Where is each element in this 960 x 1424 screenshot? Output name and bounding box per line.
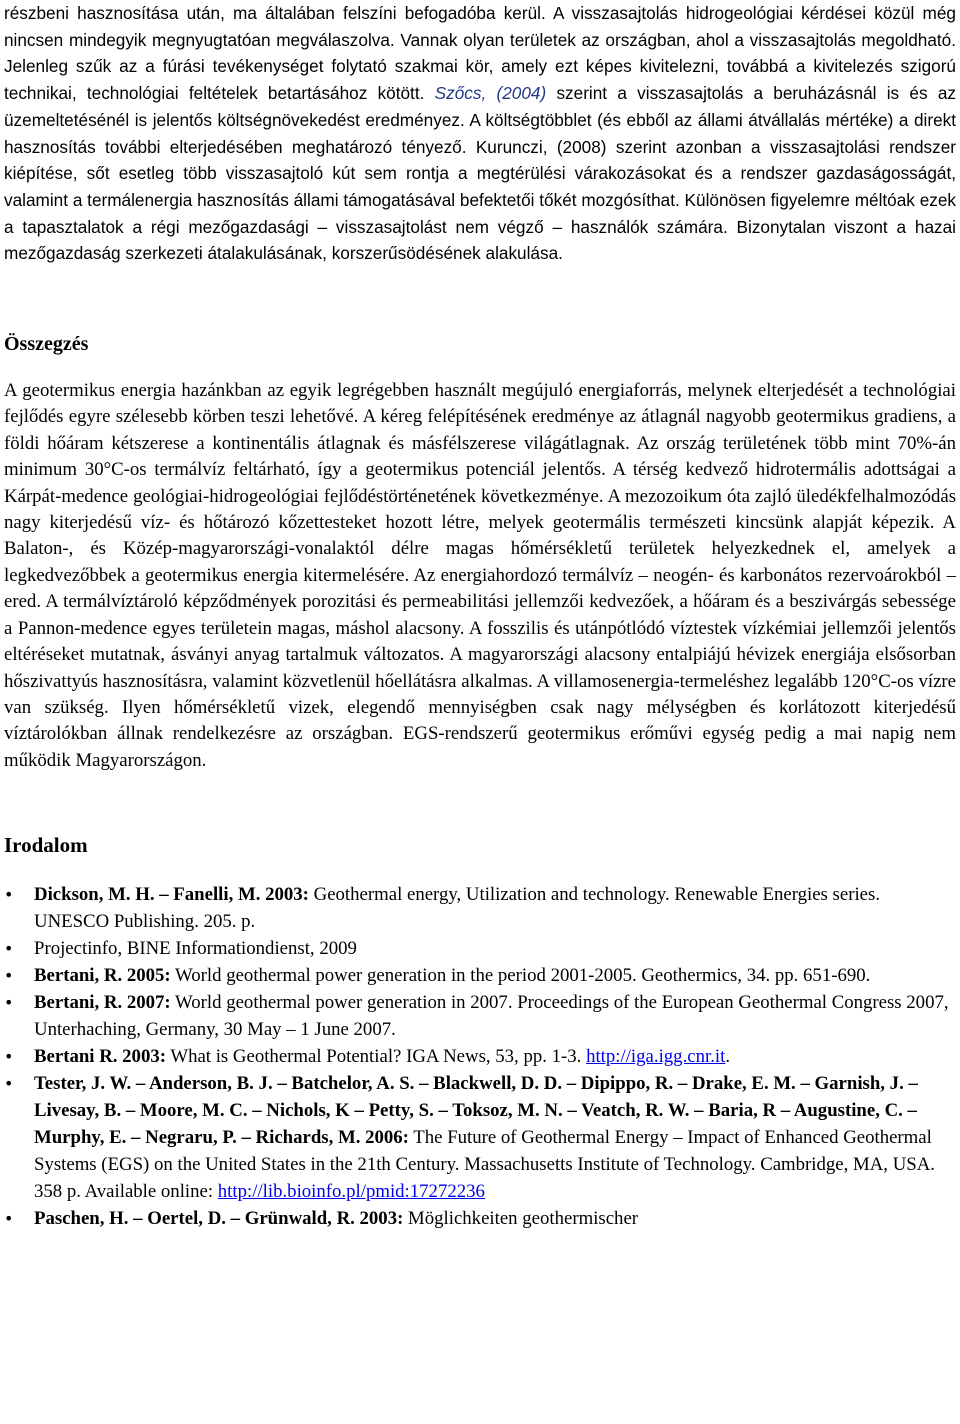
reference-authors: Paschen, H. – Oertel, D. – Grünwald, R. 2003:: [34, 1208, 404, 1230]
reference-item: [4, 962, 956, 989]
reference-item: [4, 989, 956, 1043]
reference-text: What is Geothermal Potential? IGA News, 53, pp. 1-3.: [165, 1046, 587, 1068]
reference-authors: Bertani R. 2003:: [34, 1046, 166, 1068]
intro-sentences-3: A költségtöbblet (és ebből az állami átvállalás mértéke) a direkt hasznosítás további elterjedésében meghatározó tényező. Kurunczi, (2008) szerint azonban a visszasajtolási rendszer kiépítése, sőt esetleg több visszasajtoló kút sem rontja a megtérülési várakozásokat és a rendszer gazdaságosságát, valamint a termálenergia hasznosítás állami támogatásával befektetői tőkét mozgósíthat. Különösen figyelemre méltóak ezek a tapasztalatok a régi mezőgazdasági – visszasajtolást nem végző – használók számára. Bizonytalan viszont a hazai mezőgazdaság szerkezeti átalakulásának, korszerűsödésének alakulása.: [4, 109, 956, 264]
reference-text: Geothermal energy, Utilization and technology. Renewable Energies series. UNESCO Publishing. 205. p.: [34, 884, 881, 933]
reference-text: Projectinfo, BINE Informationdienst, 2009: [34, 938, 357, 960]
reference-link[interactable]: http://lib.bioinfo.pl/pmid:17272236: [217, 1181, 485, 1203]
author-citation: Szőcs, (2004): [434, 83, 547, 104]
reference-text: World geothermal power generation in 2007. Proceedings of the European Geothermal Congress 2007, Unterhaching, Germany, 30 May – 1 June 2007.: [34, 992, 949, 1041]
reference-item: [4, 935, 956, 962]
reference-after: .: [725, 1046, 731, 1068]
reference-authors: Dickson, M. H. – Fanelli, M. 2003:: [34, 884, 309, 906]
reference-authors: Tester, J. W. – Anderson, B. J. – Batchelor, A. S. – Blackwell, D. D. – Dipippo, R. – Drake, E. M. – Garnish, J. – Livesay, B. – Moore, M. C. – Nichols, K – Petty, S. – Toksoz, M. N. – Veatch, R. W. – Baria, R – Augustine, C. – Murphy, E. – Negraru, P. – Richards, M. 2006:: [34, 1073, 918, 1149]
intro-sentences-1: részbeni hasznosítása után, ma általában felszíni befogadóba kerül. A visszasajtolás hidrogeológiai kérdései közül még nincsen mindegyik megnyugtatóan megválaszolva. Vannak olyan területek az országban, ahol a visszasajtolás megoldható. Jelenleg szűk az a fúrási tevékenységet folytató szakmai kör, amely ezt képes kivitelezni, továbbá a kivitelezés szigorú technikai, technológiai feltételek betartásához kötött.: [4, 3, 956, 104]
reference-text: Möglichkeiten geothermischer: [403, 1208, 639, 1230]
reference-item: [4, 1043, 956, 1070]
reference-item: [4, 1205, 956, 1232]
summary-paragraph: A geotermikus energia hazánkban az egyik legrégebben használt megújuló energiaforrás, melynek elterjedését a technológiai fejlődés egyre szélesebb körben teszi lehetővé. A kéreg felépítésének eredménye az átlagnál nagyobb geotermikus gradiens, a földi hőáram kétszerese a kontinentális átlagnak és másfélszerese világátlagnak. Az ország területének több mint 70%-án minimum 30°C-os termálvíz feltárható, így a geotermikus potenciál jelentős. A térség kedvező hidrotermális adottságai a Kárpát-medence geológiai-hidrogeológiai fejlődéstörténetének következménye. A mezozoikum óta zajló üledékfelhalmozódás nagy kiterjedésű víz- és hőtározó kőzettesteket hozott létre, melyek geotermális természeti kincsünk alapját képezik. A Balaton-, és Közép-magyarországi-vonalaktól délre magas hőmérsékletű területek helyezkednek el, amelyek a legkedvezőbbek a geotermikus energia kitermelésére. Az energiahordozó termálvíz – neogén- és karbonátos rezervoárokból – ered. A termálvíztároló képződmények porozitási és permeabilitási jellemzői kedvezőek, a hőáram és a beszivárgás sebessége a Pannon-medence egyes területein magas, máshol alacsony. A fosszilis és utánpótlódó víztestek vízkémiai jellemzői jelentős eltéréseket mutatnak, ásványi anyag tartalmuk változatos. A magyarországi alacsony entalpiájú hévizek energiája elsősorban hőszivattyús hasznosításra, valamint közvetlenül hőellátásra alkalmas. A villamosenergia-termeléshez legalább 120°C-os vízre van szükség. Ilyen hőmérsékletű vizek, elegendő mennyiségben csak nagy mélységben és korlátozott kiterjedésű víztárolókban állnak rendelkezésre az országban. EGS-rendszerű geotermikus erőművi egység pedig a mai napig nem működik Magyarországon.: [4, 380, 956, 771]
reference-item: [4, 1070, 956, 1205]
reference-text: World geothermal power generation in the period 2001-2005. Geothermics, 34. pp. 651-690.: [170, 965, 871, 987]
summary-heading: Összegzés: [4, 333, 89, 356]
references-list: [4, 881, 956, 1232]
reference-item: [4, 881, 956, 935]
intro-sentences-2: szerint a visszasajtolás a beruházásnál is és az üzemeltetésénél is jelentős költségnövekedést eredményez.: [4, 83, 956, 130]
reference-text: The Future of Geothermal Energy – Impact of Enhanced Geothermal Systems (EGS) on the United States in the 21th Century. Massachusetts Institute of Technology. Cambridge, MA, USA. 358 p. Available online:: [34, 1127, 935, 1203]
reference-authors: Bertani, R. 2005:: [34, 965, 171, 987]
intro-paragraph: [4, 0, 956, 267]
reference-link[interactable]: http://iga.igg.cnr.it: [586, 1046, 726, 1068]
reference-authors: Bertani, R. 2007:: [34, 992, 171, 1014]
references-heading: Irodalom: [4, 833, 88, 858]
